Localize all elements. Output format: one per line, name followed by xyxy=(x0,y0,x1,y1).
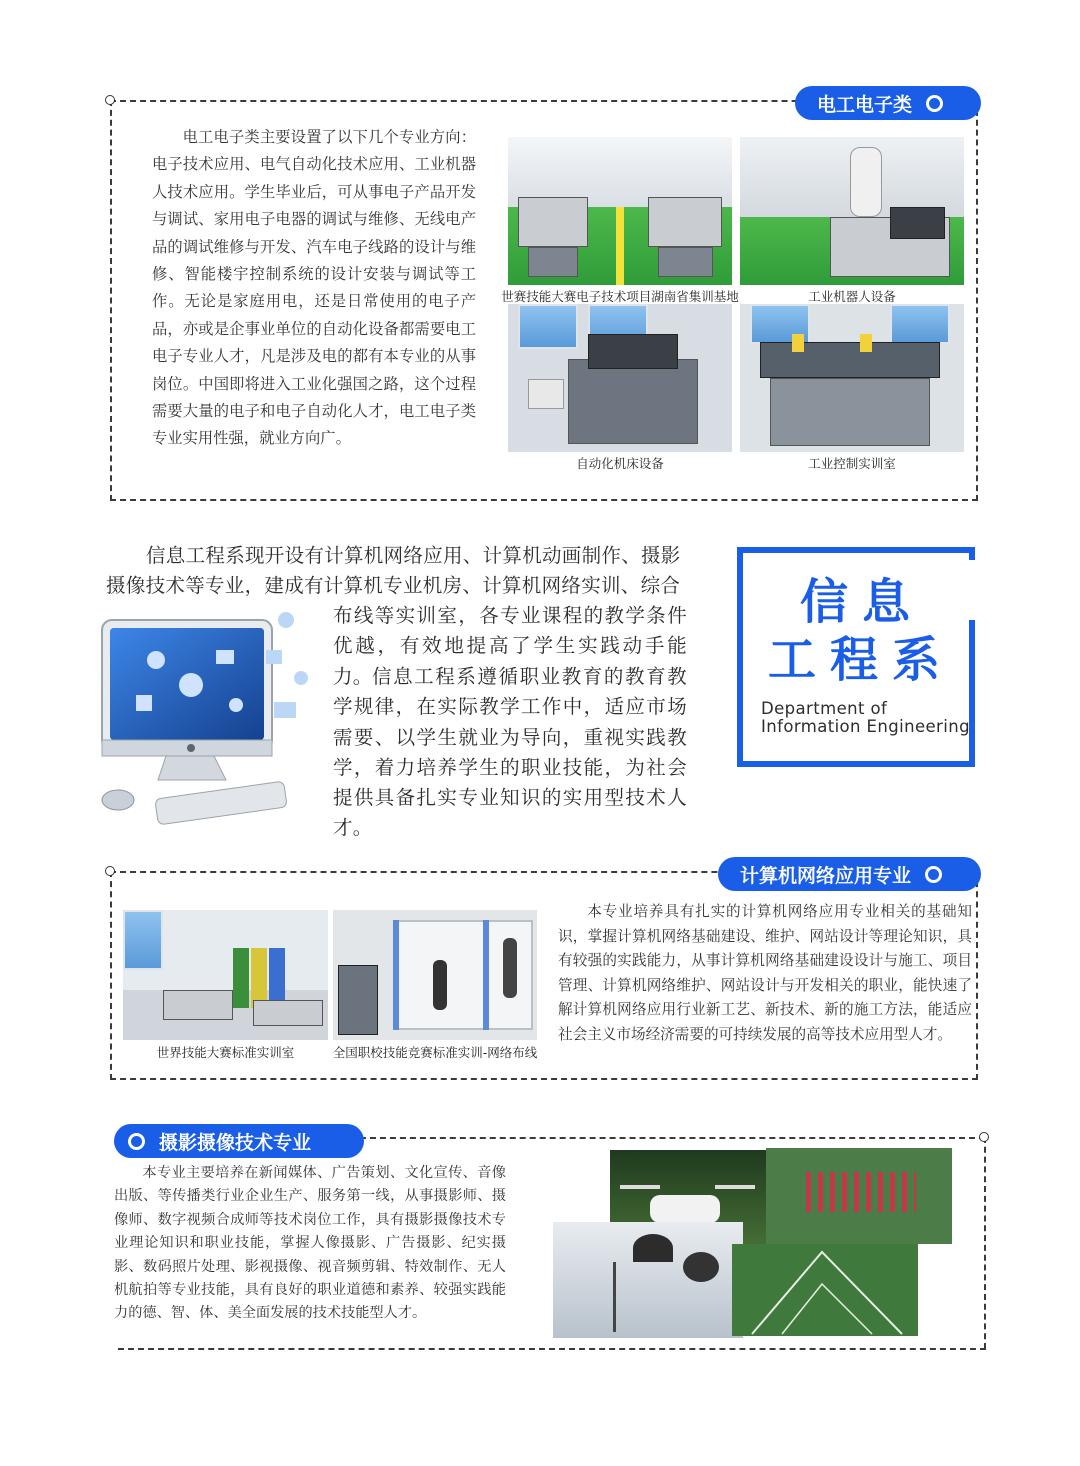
electrical-section-pill xyxy=(795,86,981,120)
computer-illustration xyxy=(96,590,326,830)
photography-frame-right xyxy=(984,1137,986,1349)
network-section-pill xyxy=(718,857,981,891)
network-cabling-photo xyxy=(333,910,537,1040)
info-intro-rest-text: 布线等实训室，各专业课程的教学条件优越，有效地提高了学生实践动手能力。 xyxy=(333,604,687,688)
dept-box-gap xyxy=(937,560,981,620)
network-section-title: 计算机网络应用专业 xyxy=(740,864,912,887)
machine-tool-photo xyxy=(508,304,732,452)
photography-frame-top xyxy=(340,1137,985,1139)
dept-title-line1: 信息 xyxy=(800,574,925,630)
electronics-lab-photo xyxy=(508,137,732,285)
photo-caption: 自动化机床设备 xyxy=(576,456,664,471)
photo-caption: 世界技能大赛标准实训室 xyxy=(156,1045,295,1060)
info-intro-line1: 信息工程系现开设有计算机网络应用、计算机动画制作、摄影 xyxy=(146,544,681,567)
electrical-body xyxy=(152,124,476,453)
dept-english-line1: Department of xyxy=(761,699,888,718)
circle-icon xyxy=(925,866,942,883)
dept-english-line2: Information Engineering xyxy=(761,717,970,736)
photo-caption: 全国职校技能竞赛标准实训-网络布线 xyxy=(332,1045,538,1060)
network-body-text: 本专业培养具有扎实的计算机网络应用专业相关的基础知识，掌握计算机网络基础建设、维护、网站设计等理论知识，具有较强的实践能力，从事计算机网络基础建设设计与施工、项目管理、计算机网络维护、网站设计与开发相关的职业，能快速了解计算机网络应用行业新工艺、新技术、新的施工方法，能适应社会主义市场经济需要的可持续发展的高等技术应用型人才。 xyxy=(558,903,972,1043)
network-body xyxy=(558,900,972,1047)
photography-frame-bottom xyxy=(118,1348,986,1350)
aerial-field-photo xyxy=(766,1148,952,1244)
photo-caption: 世赛技能大赛电子技术项目湖南省集训基地 xyxy=(501,289,739,304)
photography-body xyxy=(114,1162,506,1326)
photography-body-text: 本专业主要培养在新闻媒体、广告策划、文化宣传、音像出版、等传播类行业企业生产、服务第一线，从事摄影师、摄像师、数字视频合成师等技术岗位工作，具有摄影摄像技术专业理论知识和职业技能，掌握人像摄影、广告摄影、纪实摄影、数码照片处理、影视摄像、视音频剪辑、特效制作、无人机航拍等专业技能，具有良好的职业道德和素养、较强实践能力的德、智、体、美全面发展的技术技能型人才。 xyxy=(114,1165,506,1322)
robot-photo xyxy=(740,137,964,285)
photography-section-title: 摄影摄像技术专业 xyxy=(159,1131,312,1154)
circle-icon xyxy=(128,1133,145,1150)
info-para2-text: 信息工程系遵循职业教育的教育教学规律，在实际教学工作中，适应市场需要、以学生就业为导向，重视实践教学，着力培养学生的职业技能，为社会提供具备扎实专业知识的实用型技术人才。 xyxy=(333,665,687,840)
frame-corner-dot xyxy=(105,866,115,876)
info-intro-line2: 摄像技术等专业，建成有计算机专业机房、计算机网络实训、综合 xyxy=(106,574,681,597)
photography-section-pill xyxy=(114,1124,364,1158)
world-skills-lab-photo xyxy=(123,910,328,1040)
frame-corner-dot xyxy=(105,95,115,105)
electrical-section-title: 电工电子类 xyxy=(817,93,913,116)
frame-corner-dot xyxy=(979,1132,989,1142)
photo-caption: 工业控制实训室 xyxy=(808,456,896,471)
aerial-formation-photo xyxy=(732,1244,918,1336)
electrical-body-text: 电工电子类主要设置了以下几个专业方向：电子技术应用、电气自动化技术应用、工业机器人技术应用。学生毕业后，可从事电子产品开发与调试、家用电子电器的调试与维修、无线电产品的调试维修与开发、汽车电子线路的设计与维修、智能楼宇控制系统的设计安装与调试等工作。无论是家庭用电，还是日常使用的电子产品，亦或是企事业单位的自动化设备都需要电工电子专业人才，凡是涉及电的都有本专业的从事岗位。中国即将进入工业化强国之路，这个过程需要大量的电子和电子自动化人才，电工电子类专业实用性强，就业方向广。 xyxy=(152,128,476,448)
industrial-control-photo xyxy=(740,304,964,452)
studio-photo xyxy=(553,1222,743,1338)
photo-caption: 工业机器人设备 xyxy=(808,289,896,304)
circle-icon xyxy=(926,95,943,112)
info-para2 xyxy=(333,662,687,844)
dept-title-line2: 工程系 xyxy=(768,632,955,688)
